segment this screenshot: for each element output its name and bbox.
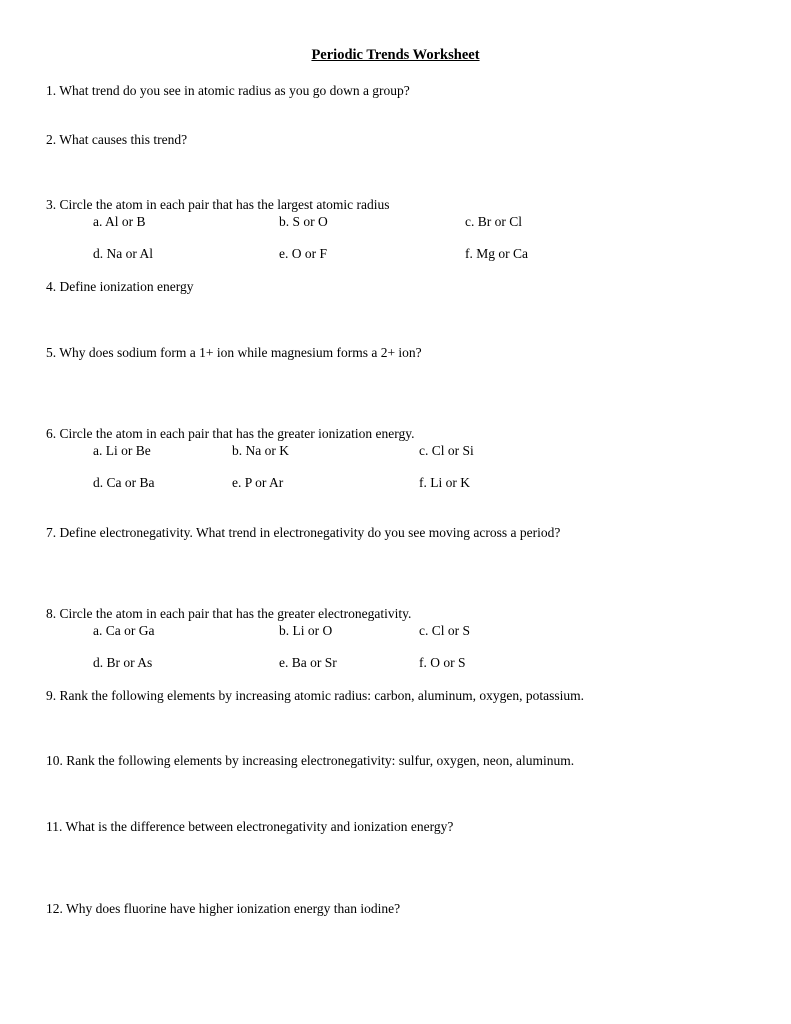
question-9: 9. Rank the following elements by increasing atomic radius: carbon, aluminum, oxygen, potassium. xyxy=(46,688,585,703)
q3-option-a: a. Al or B xyxy=(93,214,146,229)
question-2: 2. What causes this trend? xyxy=(46,132,188,147)
q6-option-e: e. P or Ar xyxy=(232,475,284,490)
worksheet-title: Periodic Trends Worksheet xyxy=(311,47,480,63)
q3-option-d: d. Na or Al xyxy=(93,246,153,261)
q6-option-f: f. Li or K xyxy=(419,475,470,490)
q3-option-c: c. Br or Cl xyxy=(465,214,522,229)
q6-option-d: d. Ca or Ba xyxy=(93,475,155,490)
q8-option-d: d. Br or As xyxy=(93,655,153,670)
q8-option-e: e. Ba or Sr xyxy=(279,655,337,670)
question-1: 1. What trend do you see in atomic radius as you go down a group? xyxy=(46,83,410,98)
q3-option-e: e. O or F xyxy=(279,246,327,261)
question-4: 4. Define ionization energy xyxy=(46,279,194,294)
question-11: 11. What is the difference between electronegativity and ionization energy? xyxy=(46,819,454,834)
question-12: 12. Why does fluorine have higher ionization energy than iodine? xyxy=(46,901,401,916)
question-8: 8. Circle the atom in each pair that has the greater electronegativity. xyxy=(46,606,412,621)
q6-option-a: a. Li or Be xyxy=(93,443,151,458)
question-10: 10. Rank the following elements by increasing electronegativity: sulfur, oxygen, neon, aluminum. xyxy=(46,753,575,768)
q6-option-b: b. Na or K xyxy=(232,443,289,458)
q8-option-a: a. Ca or Ga xyxy=(93,623,155,638)
q8-option-f: f. O or S xyxy=(419,655,466,670)
question-7: 7. Define electronegativity. What trend in electronegativity do you see moving across a period? xyxy=(46,525,561,540)
question-3: 3. Circle the atom in each pair that has the largest atomic radius xyxy=(46,197,390,212)
question-6: 6. Circle the atom in each pair that has the greater ionization energy. xyxy=(46,426,415,441)
q8-option-b: b. Li or O xyxy=(279,623,333,638)
q3-option-f: f. Mg or Ca xyxy=(465,246,528,261)
question-5: 5. Why does sodium form a 1+ ion while magnesium forms a 2+ ion? xyxy=(46,345,422,360)
q6-option-c: c. Cl or Si xyxy=(419,443,474,458)
q8-option-c: c. Cl or S xyxy=(419,623,471,638)
q3-option-b: b. S or O xyxy=(279,214,328,229)
